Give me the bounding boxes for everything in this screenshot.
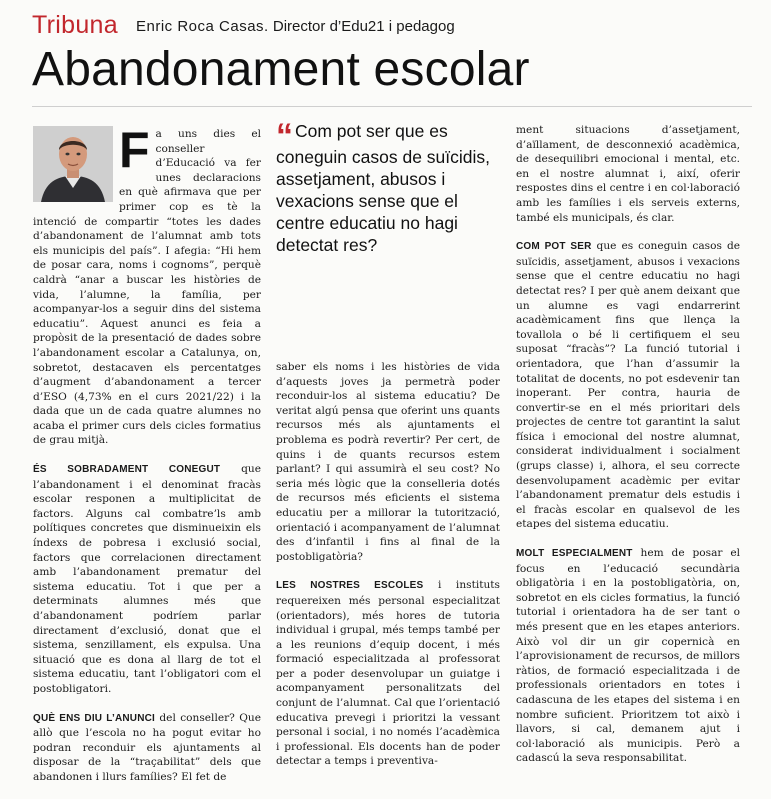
paragraph xyxy=(276,578,500,769)
article-header xyxy=(32,10,752,44)
photo-spacer xyxy=(33,127,119,201)
quote-mark-icon: “ xyxy=(276,117,293,155)
paragraph-intro xyxy=(33,122,261,448)
paragraph-text: que l’abandonament i el denominat fracàs escolar responen a multiplicitat de factors. Alguns cal combatre’ls amb polítiques concretes que disminueixin els índexs de pobresa i exclusió social, factors que correlacionen directament amb l’abandonament prematur del sistema educatiu. Tot i que per a determinats alumnes més que d’abandonament podríem parlar directament d’exclusió, donat que el sistema, senzillament, els expulsa. Una situació que es dona al llarg de tot el sistema educatiu, tant l’obligatori com el postobligatori. xyxy=(33,463,261,695)
section-label: Tribuna xyxy=(32,11,118,39)
paragraph-lead: MOLT ESPECIALMENT xyxy=(516,548,633,560)
paragraph-lead: ÉS SOBRADAMENT CONEGUT xyxy=(33,464,221,476)
title-divider xyxy=(32,106,752,107)
paragraph-lead: COM POT SER xyxy=(516,241,592,253)
paragraph xyxy=(516,239,740,532)
author-byline xyxy=(136,17,455,37)
pull-quote xyxy=(276,117,500,256)
paragraph-lead: QUÈ ENS DIU L’ANUNCI xyxy=(33,712,156,724)
paragraph-lead: LES NOSTRES ESCOLES xyxy=(276,580,424,592)
paragraph xyxy=(33,462,261,697)
paragraph xyxy=(33,711,261,785)
article-column-3 xyxy=(516,123,740,780)
author-name: Enric Roca Casas. xyxy=(136,18,269,35)
paragraph-text: del conseller? Que allò que l’escola no ha pogut evitar ho podran reconduir els ajuntaments al disposar de la “traçabilitat” dels que abandonen i llurs famílies? El fet de xyxy=(33,711,261,783)
paragraph xyxy=(276,360,500,564)
article-title: Abandonament escolar xyxy=(32,43,530,96)
paragraph-text: i instituts requereixen més personal especialitzat (orientadors), més hores de tutoria individual i grupal, més temps també per a les reunions d’equip docent, i més formació especialitzada al professorat per a poder desenvolupar un guiatge i acompanyament personalitzats del conjunt de l’alumnat. Cal que l’orientació educativa prevegi i prioritzi la vessant personal i social, i no només l’acadèmica i professional. Els docents han de poder detectar a temps i preventiva- xyxy=(276,579,500,768)
paragraph-text: saber els noms i les històries de vida d’aquests joves ja permetrà poder reconduir-los al sistema educatiu? De veritat algú pensa que oferint uns quants recursos més als ajuntaments el problema es podrà revertir? Per cert, de quins i de quants recursos estem parlant? I qui assumirà el seu cost? No seria més lògic que la conselleria dotés de recursos més eficients el sistema educatiu per a millorar la tutorització, orientació i acompanyament de l’alumnat des d’infantil i fins al final de la postobligatòria? xyxy=(276,361,500,563)
pull-quote-text: Com pot ser que es coneguin casos de suïcidis, assetjament, abusos i vexacions sense que el centre educatiu no hagi detectat res? xyxy=(276,121,491,255)
paragraph xyxy=(516,123,740,225)
paragraph xyxy=(516,546,740,766)
paragraph-text: hem de posar el focus en l’educació secundària obligatòria i en la postobligatòria, on, sobretot en els cicles formatius, la funció tutorial i orientadora ha de ser tant o més present que en les etapes anteriors. Això vol dir un gir copernicà en l’aprovisionament de recursos, de millors ràtios, de formació especialitzada i de professionals orientadors en totes i cadascuna de les etapes del sistema i en nombre suficient. Prioritzem tot això i llavors, si cal, demanem ajut i col·laboració als municipis. Però a cadascú la seva responsabilitat. xyxy=(516,547,740,765)
article-column-2 xyxy=(276,360,500,783)
article-column-1 xyxy=(33,122,261,799)
author-role: Director d’Edu21 i pedagog xyxy=(272,18,455,35)
paragraph-text: a uns dies el conseller d’Educació va fer unes declaracions en què afirmava que per primer cop es tè la intenció de compartir “totes les dades d’abandonament de l’alumnat amb tots els municipis del país”. I afegia: “Hi hem de posar cara, noms i cognoms”, perquè caldrà “anar a buscar les històries de vida, l’alumne, la família, per acompanyar-los a seguir dins del sistema educatiu”. Aquest anunci es feia a propòsit de la presentació de dades sobre l’abandonament escolar a Catalunya, on, sobretot, destacaven els percentatges d’augment d’abandonament a tercer d’ESO (4,73% en el curs 2021/22) i la dada que un de cada quatre alumnes no acaba el primer curs dels cicles formatius de grau mitjà. xyxy=(33,128,261,447)
paragraph-text: que es coneguin casos de suïcidis, assetjament, abusos i vexacions sense que el centre educatiu no hagi detectat res? I per què anem deixant que un alumne es vagi endarrerint acadèmicament fins que llença la tovallola o bé li certifiquem el seu suposat “fracàs”? La funció tutorial i orientadora, que l’han d’assumir la totalitat de docents, no pot esdevenir tan inoperant. Per contra, hauria de convertir-se en el més prioritari dels projectes de centre tot garantint la salut física i emocional del nostre alumnat, considerat individualment i socialment (grups classe) i, alhora, el seu correcte desenvolupament acadèmic per evitar l’abandonament prematur dels estudis i el fracàs escolar en qualsevol de les etapes del sistema educatiu. xyxy=(516,240,740,531)
drop-cap: F xyxy=(119,122,150,178)
paragraph-text: ment situacions d’assetjament, d’aïllament, de desconnexió acadèmica, de desequilibri emocional i mental, etc. en el nostre alumnat i, així, oferir respostes dins el centre i en col·laboració amb les famílies i els serveis externs, també els municipals, és clar. xyxy=(516,124,740,224)
